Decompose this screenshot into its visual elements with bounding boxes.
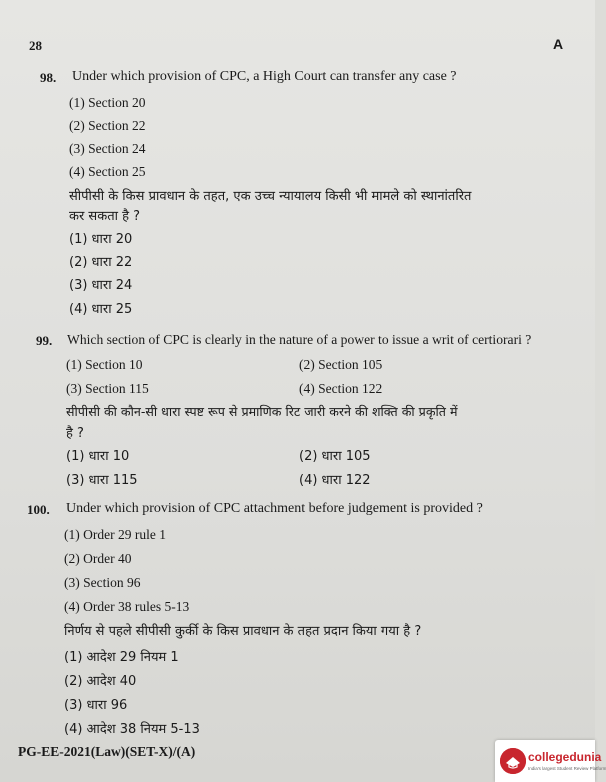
question-number: 99. — [36, 333, 53, 348]
option-en-4: (4) Section 122 — [299, 381, 383, 396]
question-text-hi: सीपीसी के किस प्रावधान के तहत, एक उच्च न्यायालय किसी भी मामले को स्थानांतरित — [69, 189, 472, 204]
option-hi-2: (2) आदेश 40 — [64, 674, 137, 689]
option-hi-1: (1) धारा 20 — [69, 232, 133, 247]
question-text-hi-cont: है ? — [66, 426, 84, 441]
question-text-en: Under which provision of CPC, a High Court can transfer any case ? — [72, 69, 457, 84]
question-number: 100. — [27, 502, 50, 517]
option-en-4: (4) Section 25 — [69, 164, 146, 179]
set-code: A — [553, 36, 564, 52]
brand-tagline: India's largest Student Review Platform — [528, 766, 606, 771]
option-hi-4: (4) आदेश 38 नियम 5-13 — [64, 722, 200, 737]
option-en-1: (1) Section 10 — [66, 357, 143, 372]
option-en-3: (3) Section 115 — [66, 381, 149, 396]
option-en-1: (1) Section 20 — [69, 95, 146, 110]
option-hi-3: (3) धारा 96 — [64, 698, 128, 713]
collegedunia-logo-icon — [500, 748, 526, 774]
option-hi-2: (2) धारा 105 — [299, 449, 371, 464]
page-number: 28 — [29, 38, 42, 53]
brand-name: collegedunia — [528, 750, 602, 764]
paper-code-footer: PG-EE-2021(Law)(SET-X)/(A) — [18, 744, 196, 759]
option-hi-4: (4) धारा 122 — [299, 473, 371, 488]
option-hi-4: (4) धारा 25 — [69, 302, 133, 317]
option-hi-1: (1) धारा 10 — [66, 449, 130, 464]
option-hi-1: (1) आदेश 29 नियम 1 — [64, 650, 179, 665]
question-number: 98. — [40, 70, 57, 85]
option-en-1: (1) Order 29 rule 1 — [64, 527, 166, 542]
option-en-3: (3) Section 24 — [69, 141, 146, 156]
option-en-2: (2) Order 40 — [64, 551, 132, 566]
option-en-3: (3) Section 96 — [64, 575, 141, 590]
option-en-2: (2) Section 105 — [299, 357, 383, 372]
option-hi-2: (2) धारा 22 — [69, 255, 133, 270]
option-hi-3: (3) धारा 115 — [66, 473, 138, 488]
question-text-en: Under which provision of CPC attachment before judgement is provided ? — [66, 501, 483, 516]
option-en-2: (2) Section 22 — [69, 118, 146, 133]
question-text-hi: सीपीसी की कौन-सी धारा स्पष्ट रूप से प्रमाणिक रिट जारी करने की शक्ति की प्रकृति में — [66, 404, 458, 419]
question-text-hi-cont: कर सकता है ? — [69, 209, 141, 224]
collegedunia-watermark — [495, 740, 606, 782]
option-hi-3: (3) धारा 24 — [69, 278, 133, 293]
question-text-hi: निर्णय से पहले सीपीसी कुर्की के किस प्रावधान के तहत प्रदान किया गया है ? — [64, 624, 422, 639]
question-text-en: Which section of CPC is clearly in the nature of a power to issue a writ of certiorari ? — [67, 332, 532, 347]
option-en-4: (4) Order 38 rules 5-13 — [64, 599, 190, 614]
